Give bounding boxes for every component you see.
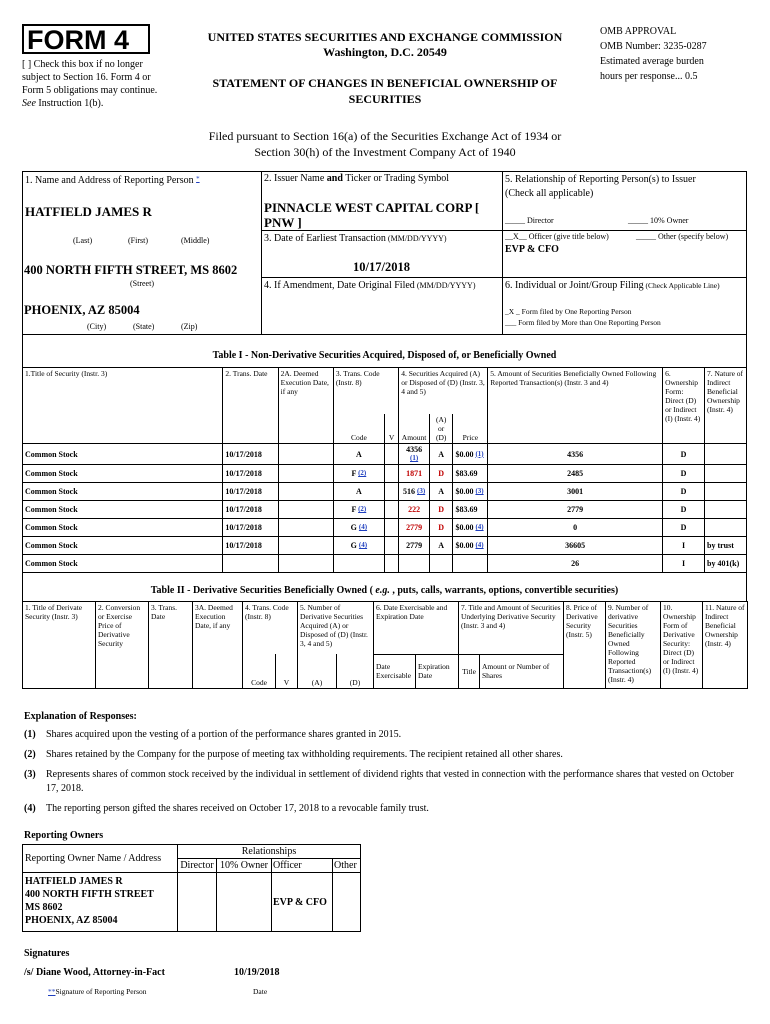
table-row [23, 444, 747, 465]
t1-sub-ad: (A) or (D) [429, 414, 453, 444]
owner-address: HATFIELD JAMES R 400 NORTH FIFTH STREET MS 8602 PHOENIX, AZ 85004 [23, 873, 178, 932]
cell-nature: by 401(k) [705, 555, 747, 573]
cell-ad [429, 555, 453, 573]
cell-deemed [278, 444, 333, 465]
cell-owned: 2485 [488, 465, 663, 483]
cell-nature: by trust [705, 537, 747, 555]
owner-ten-pct-cell [217, 873, 272, 932]
cell-date: 10/17/2018 [223, 444, 278, 465]
statement-title: STATEMENT OF CHANGES IN BENEFICIAL OWNERSHIP OF SECURITIES [212, 76, 558, 106]
t2-h4: 4. Trans. Code (Instr. 8) [243, 602, 298, 655]
cell-deemed [278, 519, 333, 537]
cell-ad: D [429, 465, 453, 483]
t1-h1: 1.Title of Security (Instr. 3) [23, 368, 223, 444]
t2-h3: 3. Trans. Date [149, 602, 193, 689]
owner-officer-title: EVP & CFO [272, 873, 333, 932]
form-title-box [22, 24, 150, 54]
form-title: FORM 4 [27, 25, 130, 55]
footnote-ref[interactable]: (1) [475, 449, 484, 458]
t1-h7: 7. Nature of Indirect Beneficial Ownership (Instr. 4) [705, 368, 747, 444]
t1-h6: 6. Ownership Form: Direct (D) or Indirect (I) (Instr. 4) [663, 368, 705, 444]
cell-v [384, 537, 398, 555]
t1-h3: 3. Trans. Code (Instr. 8) [333, 368, 398, 415]
cell-price: $0.00 (4) [453, 519, 488, 537]
city-label: (City) [87, 322, 107, 331]
cell-title: Common Stock [23, 537, 223, 555]
t2-h9: 9. Number of derivative Securities Beneficially Owned Following Reported Transaction(s) (Instr. 4) [606, 602, 661, 689]
officer-title: EVP & CFO [505, 244, 559, 255]
signer: /s/ Diane Wood, Attorney-in-Fact [24, 967, 165, 978]
officer-check: __X__ Officer (give title below) [505, 232, 609, 241]
explanation-item [24, 802, 734, 816]
cell-amount: 1871 [399, 465, 430, 483]
burden-line-2: hours per response... 0.5 [600, 71, 698, 82]
cell-price: $83.69 [453, 465, 488, 483]
cell-owned: 0 [488, 519, 663, 537]
cell-title: Common Stock [23, 501, 223, 519]
issuer-name: PINNACLE WEST CAPITAL CORP [ PNW ] [264, 200, 480, 230]
t1-h5: 5. Amount of Securities Beneficially Owned Following Reported Transaction(s) (Instr. 3 and 4) [488, 368, 663, 444]
divider-3 [261, 230, 747, 231]
cell-form: D [663, 519, 705, 537]
t2-h7: 7. Title and Amount of Securities Underlying Derivative Security (Instr. 3 and 4) [459, 602, 564, 655]
cell-title: Common Stock [23, 483, 223, 501]
cell-owned: 2779 [488, 501, 663, 519]
cell-date [223, 555, 278, 573]
footnote-ref[interactable]: (4) [475, 523, 484, 531]
t2-h8: 8. Price of Derivative Security (Instr. 5) [564, 602, 606, 689]
cell-date: 10/17/2018 [223, 483, 278, 501]
cell-v [384, 501, 398, 519]
first-label: (First) [128, 236, 148, 245]
cell-title: Common Stock [23, 519, 223, 537]
table2 [22, 601, 748, 689]
cell-date: 10/17/2018 [223, 465, 278, 483]
explanation-text: Shares acquired upon the vesting of a portion of the performance shares granted in 2015. [46, 729, 402, 740]
cell-date: 10/17/2018 [223, 501, 278, 519]
cell-amount: 2779 [399, 537, 430, 555]
owner-director-cell [178, 873, 217, 932]
box3-label: 3. Date of Earliest Transaction (MM/DD/YYYY) [264, 233, 447, 244]
cell-price: $0.00 (1) [453, 444, 488, 465]
filed-pursuant: Filed pursuant to Section 16(a) of the Securities Exchange Act of 1934 or Section 30(h) of the Investment Company Act of 1940 [208, 129, 562, 159]
owners-col-officer: Officer [272, 859, 333, 873]
cell-amount [399, 555, 430, 573]
cell-form: D [663, 465, 705, 483]
cell-ad: D [429, 501, 453, 519]
footnote-ref[interactable]: (3) [475, 487, 484, 495]
cell-v [384, 555, 398, 573]
footnote-ref[interactable]: (3) [417, 487, 426, 495]
cell-title: Common Stock [23, 465, 223, 483]
cell-amount: 222 [399, 501, 430, 519]
cell-code: A [333, 444, 384, 465]
filed-more: ___ Form filed by More than One Reporting Person [505, 318, 661, 327]
cell-v [384, 483, 398, 501]
table1 [22, 367, 747, 573]
table2-title: Table II - Derivative Securities Beneficially Owned ( e.g. , puts, calls, warrants, options, convertible securities) [150, 585, 619, 596]
cell-nature [705, 465, 747, 483]
cell-code: F (2) [333, 501, 384, 519]
footnote-ref[interactable]: (4) [475, 541, 484, 549]
t1-h4: 4. Securities Acquired (A) or Disposed of (D) (Instr. 3, 4 and 5) [399, 368, 488, 415]
cell-nature [705, 444, 747, 465]
t2-h6: 6. Date Exercisable and Expiration Date [374, 602, 459, 655]
box2-label: 2. Issuer Name and Ticker or Trading Symbol [264, 173, 450, 184]
cell-owned: 36605 [488, 537, 663, 555]
footnote-ref[interactable]: (4) [358, 523, 368, 531]
signatures-heading: Signatures [24, 948, 70, 959]
table1-title: Table I - Non-Derivative Securities Acquired, Disposed of, or Beneficially Owned [212, 350, 557, 361]
owner-other-cell [333, 873, 361, 932]
cell-ad: A [429, 483, 453, 501]
t2-sub-d: (D) [337, 654, 374, 689]
table-row [23, 501, 747, 519]
t2-h10: 10. Ownership Form of Derivative Security: Direct (D) or Indirect (I) (Instr. 4) [661, 602, 703, 689]
earliest-transaction-date: 10/17/2018 [353, 260, 410, 274]
t2-sub-date-ex: Date Exercisable [374, 654, 416, 689]
table-row [23, 537, 747, 555]
omb-box [600, 24, 760, 84]
t2-h2: 2. Conversion or Exercise Price of Derivative Security [96, 602, 149, 689]
cell-nature [705, 519, 747, 537]
cell-nature [705, 501, 747, 519]
cell-owned: 4356 [488, 444, 663, 465]
burden-line-1: Estimated average burden [600, 56, 704, 67]
owners-col-other: Other [333, 859, 361, 873]
footnote-ref[interactable]: (2) [358, 505, 367, 513]
t1-sub-price: Price [453, 414, 488, 444]
t2-h5: 5. Number of Derivative Securities Acquired (A) or Disposed of (D) (Instr. 3, 4 and 5) [298, 602, 374, 655]
omb-approval: OMB APPROVAL [600, 26, 677, 37]
cell-form: D [663, 501, 705, 519]
explanation-text: Represents shares of common stock received by the individual in settlement of dividend rights that vested in connection with the performance shares that vested on October 17, 2018. [46, 769, 734, 794]
t2-sub-v: V [276, 654, 298, 689]
explanation-item [24, 728, 734, 742]
explanation-number: (3) [24, 769, 36, 780]
explanation-number: (2) [24, 749, 36, 760]
owners-col-name: Reporting Owner Name / Address [23, 845, 178, 873]
table-row [23, 519, 747, 537]
owners-col-director: Director [178, 859, 217, 873]
footnote-ref[interactable]: (4) [358, 541, 368, 549]
cell-deemed [278, 501, 333, 519]
t2-h11: 11. Nature of Indirect Beneficial Ownership (Instr. 4) [703, 602, 748, 689]
explanation-text: The reporting person gifted the shares received on October 17, 2018 to a revocable family trust. [46, 803, 429, 814]
t2-sub-exp: Expiration Date [416, 654, 459, 689]
cell-deemed [278, 555, 333, 573]
cell-form: I [663, 537, 705, 555]
filed-one: _X _ Form filed by One Reporting Person [505, 307, 632, 316]
cell-ad: A [429, 444, 453, 465]
t1-sub-v: V [384, 414, 398, 444]
cell-code: G (4) [333, 519, 384, 537]
cell-date: 10/17/2018 [223, 537, 278, 555]
footnote-ref[interactable]: (2) [358, 469, 367, 477]
explanation-text: Shares retained by the Company for the purpose of meeting tax withholding requirements. The recipient retained all other shares. [46, 749, 563, 760]
divider-2 [502, 171, 503, 335]
last-label: (Last) [73, 236, 93, 245]
divider-1 [261, 171, 262, 335]
cell-form: D [663, 483, 705, 501]
cell-v [384, 519, 398, 537]
t1-sub-amount: Amount [399, 414, 430, 444]
cell-price [453, 555, 488, 573]
cell-price: $0.00 (4) [453, 537, 488, 555]
cell-price: $83.69 [453, 501, 488, 519]
t2-sub-code: Code [243, 654, 276, 689]
street-label: (Street) [130, 279, 154, 288]
agency-city: Washington, D.C. 20549 [323, 45, 447, 59]
cell-owned: 3001 [488, 483, 663, 501]
cell-amount: 4356 (1) [399, 444, 430, 465]
check-box-text: [ ] Check this box if no longer subject to Section 16. Form 4 or Form 5 obligations may continue. See Instruction 1(b). [22, 59, 158, 109]
middle-label: (Middle) [181, 236, 210, 245]
table-row [23, 555, 747, 573]
t1-h2: 2. Trans. Date [223, 368, 278, 444]
cell-nature [705, 483, 747, 501]
cell-amount: 516 (3) [399, 483, 430, 501]
explanation-number: (4) [24, 803, 36, 814]
street-value: 400 NORTH FIFTH STREET, MS 8602 [24, 263, 238, 277]
t1-sub-code: Code [333, 414, 384, 444]
cell-deemed [278, 537, 333, 555]
explanation-list [24, 728, 734, 822]
zip-label: (Zip) [181, 322, 198, 331]
cell-owned: 26 [488, 555, 663, 573]
cell-form: I [663, 555, 705, 573]
agency-name: UNITED STATES SECURITIES AND EXCHANGE COMMISSION [207, 30, 563, 44]
date-label: Date [253, 987, 268, 996]
divider-4 [261, 277, 747, 278]
box1-label: 1. Name and Address of Reporting Person * [25, 175, 200, 186]
t2-h1: 1. Title of Derivate Security (Instr. 3) [23, 602, 96, 689]
cell-code: A [333, 483, 384, 501]
explanation-item [24, 748, 734, 762]
cell-ad: D [429, 519, 453, 537]
owners-heading: Reporting Owners [24, 830, 104, 841]
cell-v [384, 465, 398, 483]
box6-label: 6. Individual or Joint/Group Filing (Check Applicable Line) [505, 280, 720, 291]
cell-amount: 2779 [399, 519, 430, 537]
other-check: _____ Other (specify below) [636, 232, 729, 241]
cell-code: F (2) [333, 465, 384, 483]
reporting-person-name: HATFIELD JAMES R [25, 204, 152, 219]
box5-label: 5. Relationship of Reporting Person(s) to Issuer (Check all applicable) [505, 174, 696, 199]
cell-deemed [278, 483, 333, 501]
state-label: (State) [133, 322, 155, 331]
t2-sub-a: (A) [298, 654, 337, 689]
owners-relationships: Relationships [178, 845, 361, 859]
t1-h2a: 2A. Deemed Execution Date, if any [278, 368, 333, 444]
table-row [23, 483, 747, 501]
box4-label: 4. If Amendment, Date Original Filed (MM/DD/YYYY) [264, 280, 476, 291]
explanation-number: (1) [24, 729, 36, 740]
cell-form: D [663, 444, 705, 465]
cell-price: $0.00 (3) [453, 483, 488, 501]
explanation-item [24, 768, 734, 796]
cell-title: Common Stock [23, 555, 223, 573]
omb-number: OMB Number: 3235-0287 [600, 41, 707, 52]
cell-deemed [278, 465, 333, 483]
t2-sub-amount: Amount or Number of Shares [480, 654, 564, 689]
cell-date: 10/17/2018 [223, 519, 278, 537]
signature-label: **Signature of Reporting Person [48, 987, 147, 996]
cell-ad: A [429, 537, 453, 555]
footnote-ref[interactable]: (1) [410, 454, 419, 462]
cell-code: G (4) [333, 537, 384, 555]
owners-col-ten-pct: 10% Owner [217, 859, 272, 873]
director-check: _____ Director [505, 216, 554, 225]
cell-code [333, 555, 384, 573]
cell-title: Common Stock [23, 444, 223, 465]
city-value: PHOENIX, AZ 85004 [24, 303, 140, 317]
owners-table [22, 844, 361, 932]
signature-date: 10/19/2018 [234, 967, 280, 978]
table-row [23, 465, 747, 483]
cell-v [384, 444, 398, 465]
ten-pct-check: _____ 10% Owner [628, 216, 689, 225]
explanation-heading: Explanation of Responses: [24, 711, 137, 722]
t2-h3a: 3A. Deemed Execution Date, if any [193, 602, 243, 689]
t2-sub-title: Title [459, 654, 480, 689]
